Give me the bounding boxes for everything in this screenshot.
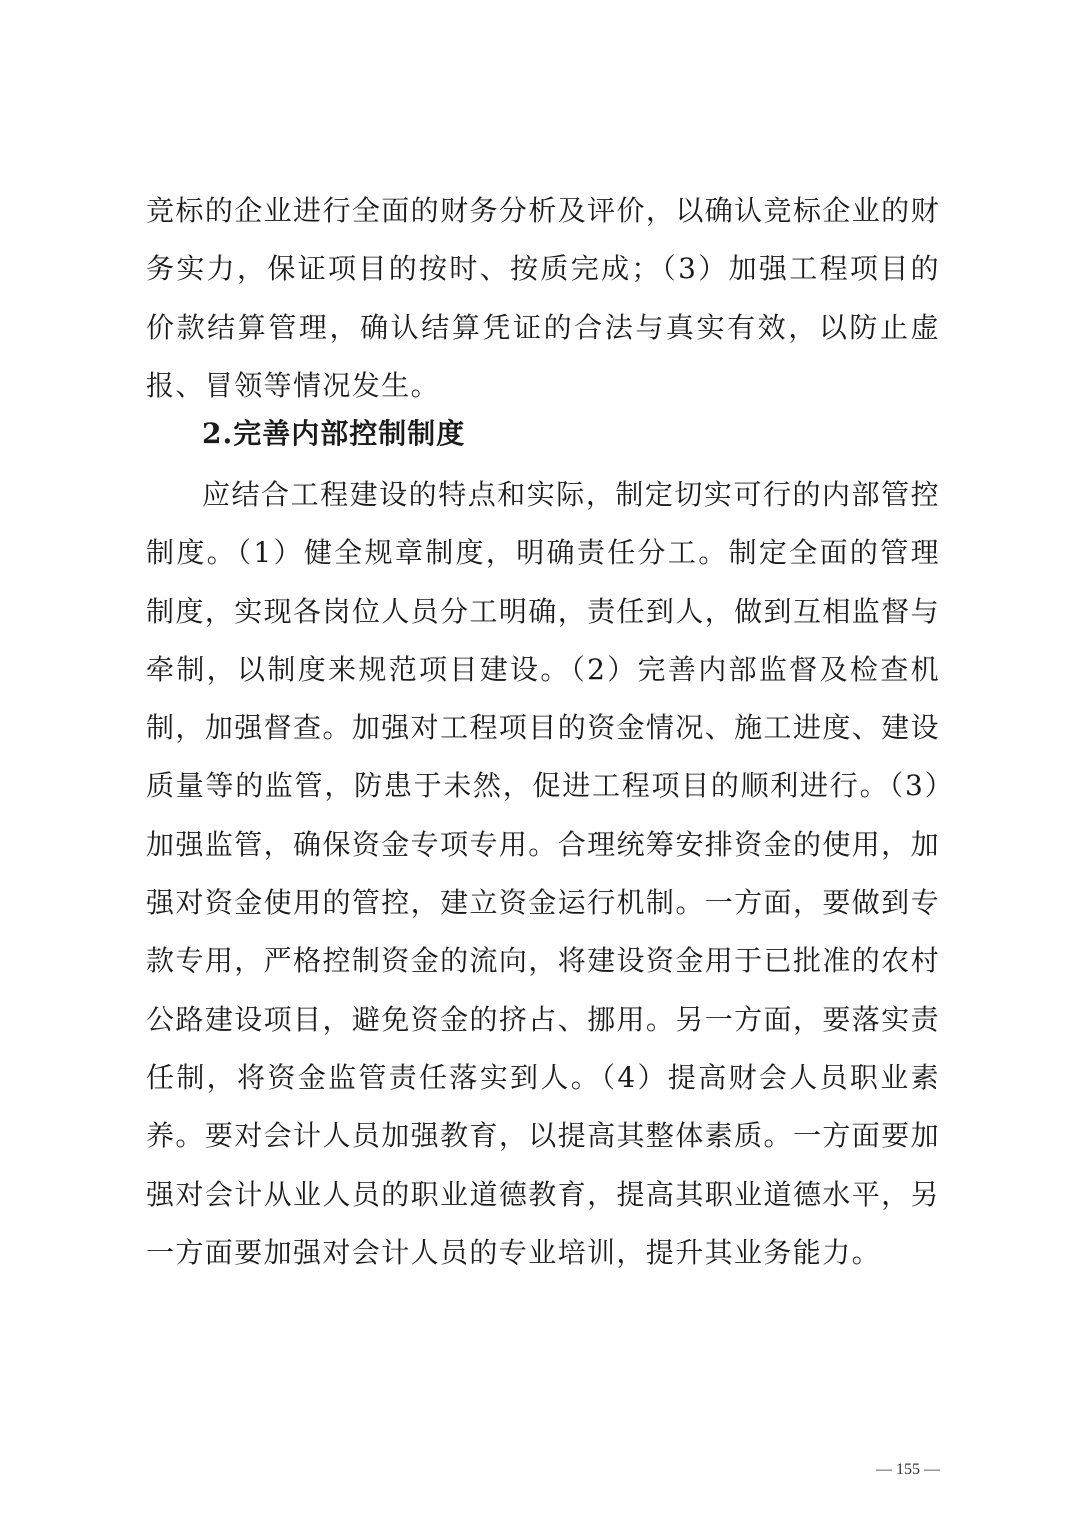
continued-paragraph: 竞标的企业进行全面的财务分析及评价，以确认竞标企业的财务实力，保证项目的按时、按质完成；（3）加强工程项目的价款结算管理，确认结算凭证的合法与真实有效，以防止虚报、冒领等情况发生。 <box>146 194 940 402</box>
body-paragraph: 应结合工程建设的特点和实际，制定切实可行的内部管控制度。（1）健全规章制度，明确责任分工。制定全面的管理制度，实现各岗位人员分工明确，责任到人，做到互相监督与牵制，以制度来规范项目建设。（2）完善内部监督及检查机制，加强督查。加强对工程项目的资金情况、施工进度、建设质量等的监管，防患于未然，促进工程项目的顺利进行。（3）加强监管，确保资金专项专用。合理统筹安排资金的使用，加强对资金使用的管控，建立资金运行机制。一方面，要做到专款专用，严格控制资金的流向，将建设资金用于已批准的农村公路建设项目，避免资金的挤占、挪用。另一方面，要落实责任制，将资金监管责任落实到人。（4）提高财会人员职业素养。要对会计人员加强教育，以提高其整体素质。一方面要加强对会计从业人员的职业道德教育，提高其职业道德水平，另一方面要加强对会计人员的专业培训，提升其业务能力。 <box>146 478 940 1269</box>
page-number: — 155 — <box>876 1461 940 1478</box>
section-heading: 2.完善内部控制制度 <box>202 417 466 450</box>
